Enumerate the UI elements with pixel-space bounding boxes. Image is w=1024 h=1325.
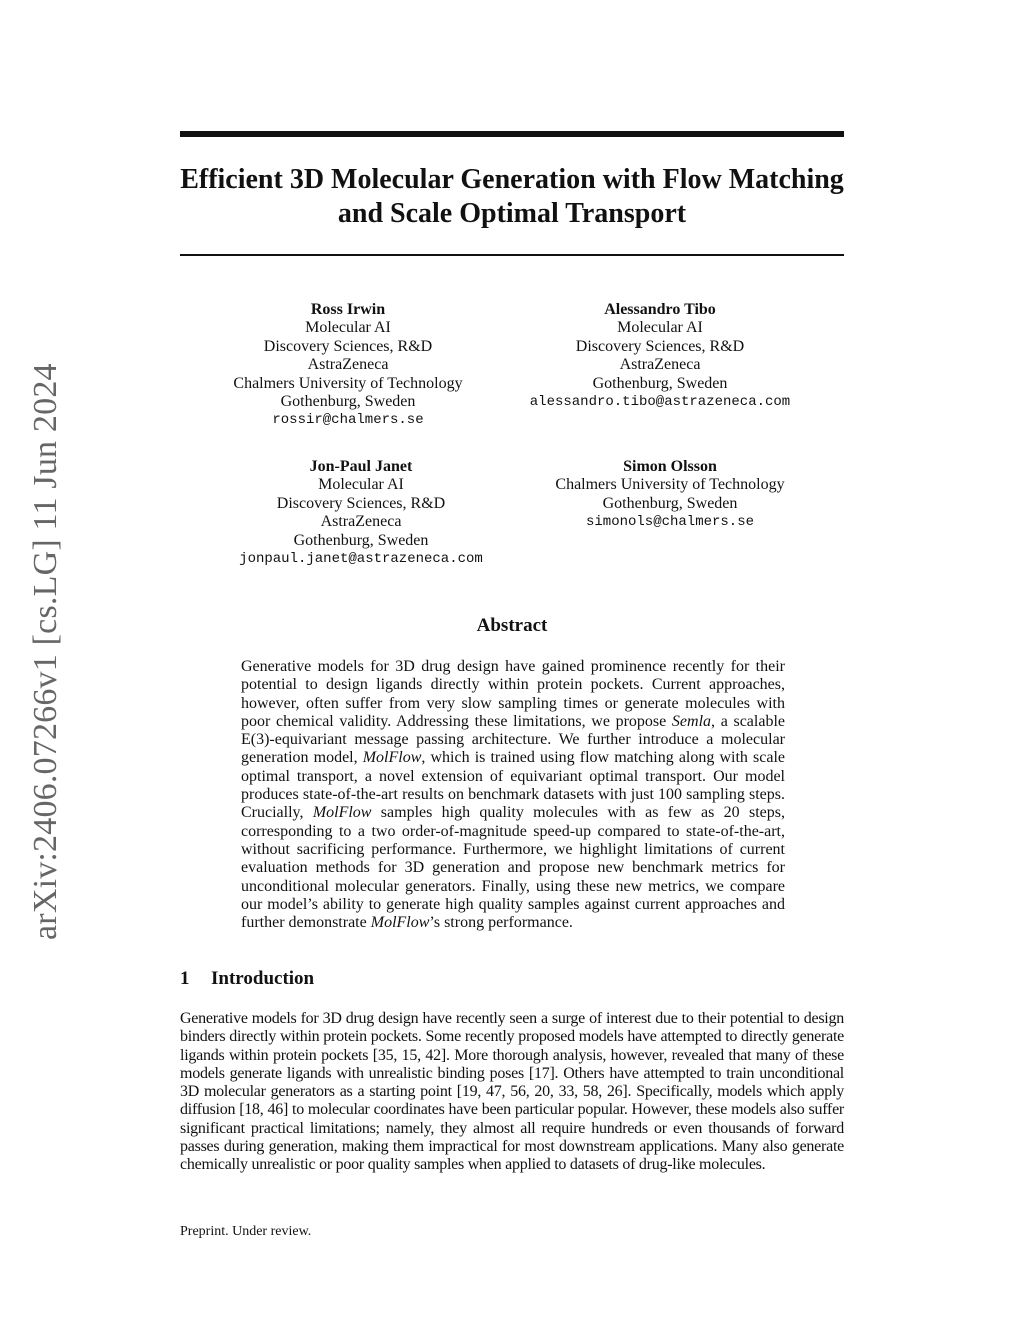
author-affiliation: Discovery Sciences, R&D — [575, 337, 745, 355]
author-affiliation: Gothenburg, Sweden — [280, 393, 416, 411]
page-footer: Preprint. Under review. — [180, 1224, 312, 1239]
author-name: Simon Olsson — [623, 458, 717, 475]
abstract-text: samples high quality molecules with as few as 20 steps, corresponding to a two order-of-magnitude speed-up compared to state-of-the-art, without sacrificing performance. Furthermore, we highlight limitations of current evaluation methods for 3D generation and propose new benchmark metrics for unconditional molecular generators. Finally, using these new metrics, we compare our model’s ability to generate high quality samples against current approaches and further demonstrate — [241, 804, 785, 932]
title-bottom-rule — [180, 254, 844, 256]
model-name-molflow: MolFlow — [312, 804, 372, 822]
author-affiliation: Chalmers University of Technology — [233, 374, 463, 392]
section-title: Introduction — [211, 968, 315, 989]
author-affiliation: AstraZeneca — [320, 513, 402, 531]
author-affiliation: AstraZeneca — [307, 356, 389, 374]
arxiv-identifier: arXiv:2406.07266v1 [cs.LG] 11 Jun 2024 — [27, 363, 64, 940]
author-affiliation: AstraZeneca — [619, 356, 701, 374]
paper-title: Efficient 3D Molecular Generation with Flow Matching and Scale Optimal Transport — [180, 164, 844, 229]
author-block — [221, 458, 501, 568]
section-heading-introduction — [180, 968, 314, 990]
abstract-text: , which is trained using flow matching along with scale optimal transport, a novel extension of equivariant optimal transport. Our model produces state-of-the-art results on benchmark datasets with just 100 sampling steps. Crucially, — [241, 749, 786, 822]
author-affiliation: Discovery Sciences, R&D — [263, 337, 433, 355]
author-name: Alessandro Tibo — [604, 301, 716, 318]
author-name: Jon-Paul Janet — [309, 458, 413, 475]
author-affiliation: Gothenburg, Sweden — [602, 494, 738, 512]
abstract-text: ’s strong performance. — [429, 914, 573, 932]
author-email[interactable]: jonpaul.janet@astrazeneca.com — [239, 551, 483, 568]
author-block — [210, 301, 486, 430]
author-block — [510, 301, 810, 411]
model-name-molflow: MolFlow — [370, 914, 430, 932]
author-affiliation: Chalmers University of Technology — [555, 476, 785, 494]
author-email[interactable]: rossir@chalmers.se — [272, 412, 424, 429]
author-affiliation: Gothenburg, Sweden — [293, 531, 429, 549]
author-affiliation: Molecular AI — [617, 319, 703, 337]
author-affiliation: Molecular AI — [318, 476, 404, 494]
author-affiliation: Gothenburg, Sweden — [592, 374, 728, 392]
section-number: 1 — [180, 968, 190, 989]
title-top-rule — [180, 131, 844, 137]
model-name-molflow: MolFlow — [362, 749, 422, 767]
abstract-body — [241, 658, 785, 932]
author-affiliation: Molecular AI — [305, 319, 391, 337]
author-affiliation: Discovery Sciences, R&D — [276, 494, 446, 512]
author-block — [530, 458, 810, 532]
abstract-heading: Abstract — [476, 615, 548, 636]
author-email[interactable]: simonols@chalmers.se — [585, 514, 755, 531]
abstract-text: Generative models for 3D drug design have gained prominence recently for their potential to design ligands directly within protein pockets. Current approaches, however, often suffer from very slow sampling times or generate molecules with poor chemical validity. Addressing these limitations, we propose — [241, 658, 785, 730]
author-email[interactable]: alessandro.tibo@astrazeneca.com — [529, 394, 791, 411]
abstract-text: , a scalable E(3)-equivariant message passing architecture. We further introduce a molecular generation model, — [241, 712, 785, 767]
author-name: Ross Irwin — [310, 301, 386, 318]
model-name-semla: Semla — [671, 712, 712, 730]
introduction-paragraph: Generative models for 3D drug design have recently seen a surge of interest due to their potential to design binders directly within protein pockets. Some recently proposed models have attempted to directly generate ligands within protein pockets [35, 15, 42]. More thorough analysis, however, revealed that many of these models generate ligands with unrealistic binding poses [17]. Others have attempted to train unconditional 3D molecular generators as a starting point [19, 47, 56, 20, 33, 58, 26]. Specifically, models which apply diffusion [18, 46] to molecular coordinates have been particular popular. However, these models also suffer significant practical limitations; namely, they almost all require hundreds or even thousands of forward passes during generation, making them impractical for most downstream applications. Many also generate chemically unrealistic or poor quality samples when applied to datasets of drug-like molecules. — [180, 1010, 844, 1174]
